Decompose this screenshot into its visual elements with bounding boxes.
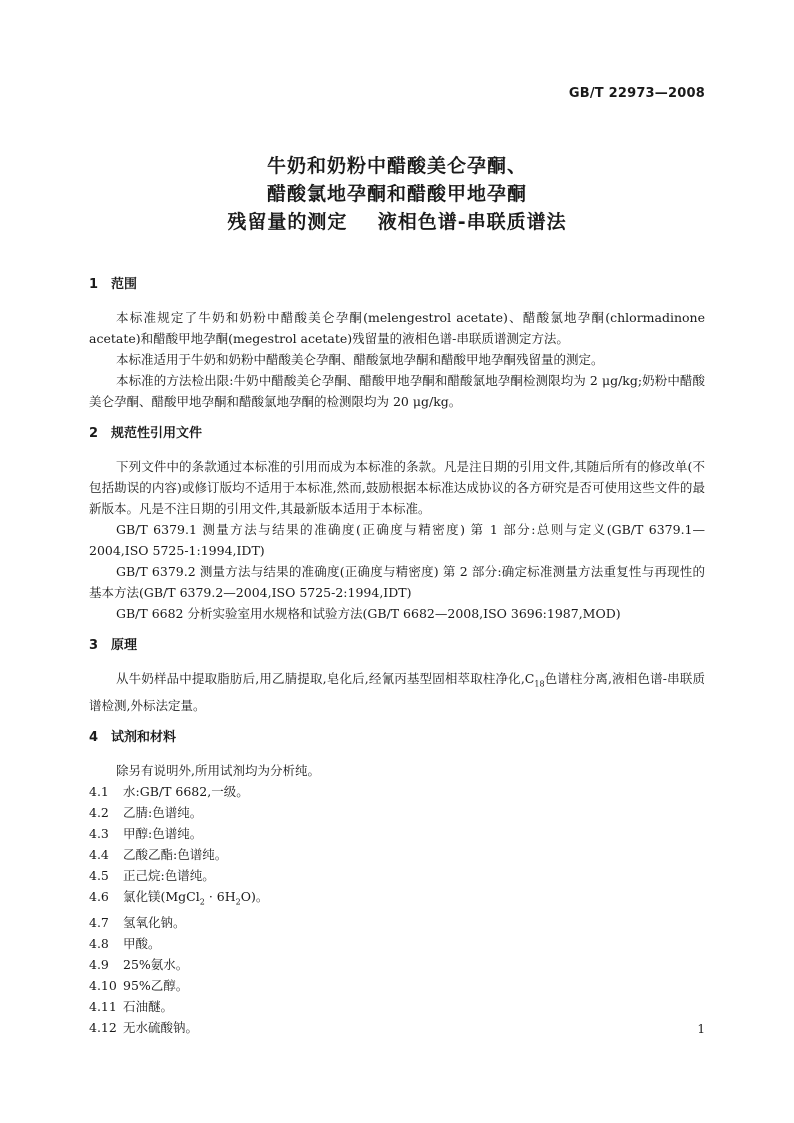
section-title: 原理 (111, 638, 138, 653)
paragraph: 本标准的方法检出限:牛奶中醋酸美仑孕酮、醋酸甲地孕酮和醋酸氯地孕酮检测限均为 2 μg/kg;奶粉中醋酸美仑孕酮、醋酸甲地孕酮和醋酸氯地孕酮的检测限均为 20 μg/kg。 (89, 373, 705, 409)
section-heading-principle (89, 636, 705, 656)
section-heading-scope (89, 275, 705, 295)
paragraph: 除另有说明外,所用试剂均为分析纯。 (116, 762, 320, 778)
page-number: 1 (697, 1022, 705, 1036)
reagent-item: 4.10 95%乙醇。 (89, 978, 189, 993)
section-title: 范围 (111, 277, 138, 292)
reference-entry: GB/T 6379.2 测量方法与结果的准确度(正确度与精密度) 第 2 部分:确定标准测量方法重复性与再现性的基本方法(GB/T 6379.2—2004,ISO 5725-2:1994,IDT) (89, 564, 705, 600)
paragraph: 本标准适用于牛奶和奶粉中醋酸美仑孕酮、醋酸氯地孕酮和醋酸甲地孕酮残留量的测定。 (116, 352, 604, 367)
reagent-item: 4.5 正己烷:色谱纯。 (89, 867, 215, 883)
section-title: 试剂和材料 (111, 729, 177, 745)
paragraph: 下列文件中的条款通过本标准的引用而成为本标准的条款。凡是注日期的引用文件,其随后所有的修改单(不包括勘误的内容)或修订版均不适用于本标准,然而,鼓励根据本标准达成协议的各方研究是否可使用这些文件的最新版本。凡是不注日期的引用文件,其最新版本适用于本标准。 (89, 459, 705, 516)
section-number: 1 (89, 277, 99, 292)
title-line-2: 醋酸氯地孕酮和醋酸甲地孕酮 (266, 183, 527, 205)
paragraph: 从牛奶样品中提取脂肪后,用乙腈提取,皂化后,经氰丙基型固相萃取柱净化$,C_{18}$色谱柱分离,液相色谱-串联质谱检测,外标法定量。 (89, 671, 705, 713)
section-heading-reagents (89, 728, 705, 748)
reagent-item: 4.11 石油醚。 (89, 999, 174, 1014)
reagent-item: 4.2 乙腈:色谱纯。 (89, 804, 203, 820)
reagent-item: 4.7 氢氧化钠。 (89, 915, 186, 930)
title-line-3: 残留量的测定 液相色谱-串联质谱法 (227, 211, 567, 233)
reagent-item: 4.1 水:GB/T 6682,一级。 (89, 783, 249, 799)
reagent-item: 4.8 甲酸。 (89, 936, 161, 951)
paragraph: 本标准规定了牛奶和奶粉中醋酸美仑孕酮(melengestrol acetate)、醋酸氯地孕酮(chlormadinone acetate)和醋酸甲地孕酮(megestrol acetate)残留量的液相色谱-串联质谱测定方法。 (89, 310, 705, 346)
reagent-item: 4.6 氯化镁(MgCl$_2$ · $6H_2O$)。 (89, 888, 269, 906)
section-title: 规范性引用文件 (111, 426, 203, 441)
reference-entry: GB/T 6379.1 测量方法与结果的准确度(正确度与精密度) 第 1 部分:总则与定义(GB/T 6379.1—2004,ISO 5725-1:1994,IDT) (89, 522, 705, 558)
reagent-item: 4.4 乙酸乙酯:色谱纯。 (89, 846, 228, 862)
section-number: 3 (89, 638, 99, 653)
reagent-item: 4.3 甲醇:色谱纯。 (89, 825, 203, 841)
document-title (0, 152, 794, 236)
reagent-item: 4.12 无水硫酸钠。 (89, 1020, 199, 1035)
reagent-item: 4.9 25%氨水。 (89, 957, 189, 972)
document-body (89, 275, 705, 1038)
section-heading-normative-references (89, 424, 705, 444)
standard-number: GB/T 22973—2008 (568, 86, 705, 101)
section-number: 2 (89, 426, 99, 441)
title-line-1: 牛奶和奶粉中醋酸美仑孕酮、 (266, 155, 527, 177)
reference-entry: GB/T 6682 分析实验室用水规格和试验方法(GB/T 6682—2008,ISO 3696:1987,MOD) (116, 606, 621, 621)
section-number: 4 (89, 729, 99, 745)
